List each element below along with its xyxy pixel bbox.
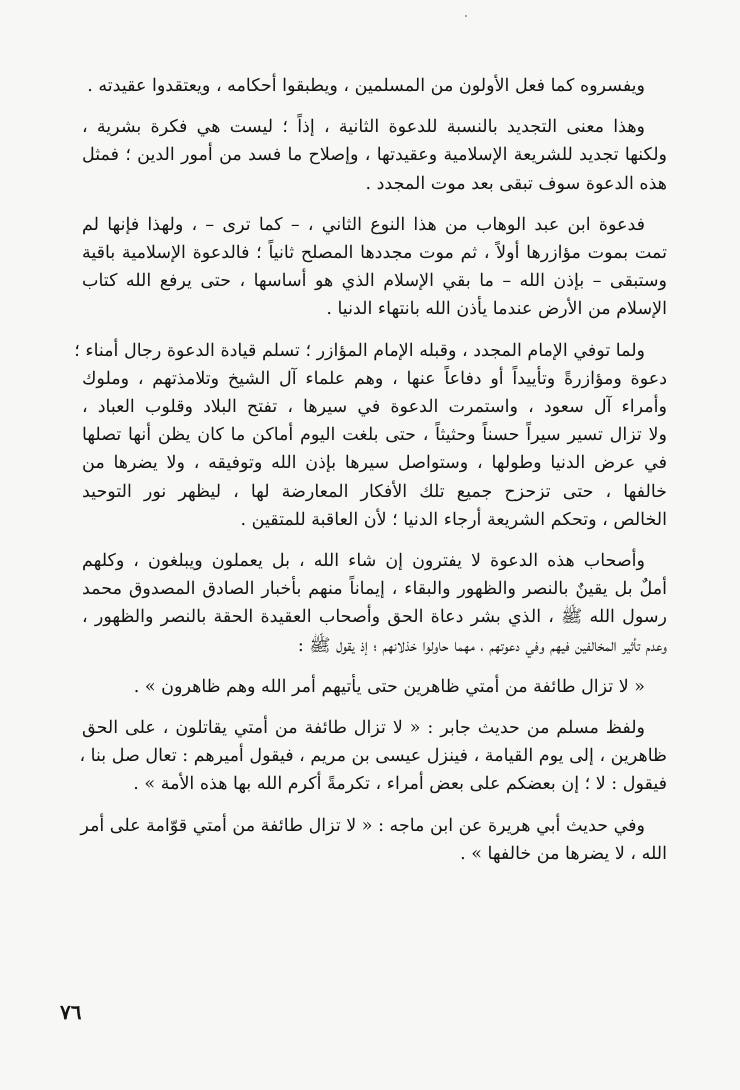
text-line: ولما توفي الإمام المجدد ، وقبله الإمام المؤازر ؛ تسلم قيادة الدعوة رجال أمناء ؛ [74, 340, 645, 361]
text-line: فدعوة ابن عبد الوهاب من هذا النوع الثاني ، – كما ترى – ، ولهذا فإنها لم [82, 214, 645, 235]
text-line: هذه الدعوة سوف تبقى بعد موت المجدد . [365, 173, 667, 194]
text-line: ويفسروه كما فعل الأولون من المسلمين ، ويطبقوا أحكامه ، ويعتقدوا عقيدته . [87, 76, 645, 96]
text-line: رسول الله ﷺ ، الذي بشر دعاة الحق وأصحاب العقيدة الحقة بالنصر والظهور ، [82, 607, 667, 628]
text-line: الإسلام من الأرض عندما يأذن الله بانتهاء الدنيا . [326, 299, 667, 320]
paragraph [82, 72, 667, 100]
text-line: في عرض الدنيا وطولها ، وستواصل سيرها بإذن الله وتوفيقه ، ولا يضرها من [82, 453, 667, 474]
paragraph [82, 113, 667, 198]
paragraph [79, 714, 667, 799]
text-line: ولا تزال تسير سيراً حسناً وحثيثاً ، حتى بلغت اليوم أماكن ما كان يظن أنها تصلها [82, 425, 667, 446]
text-line: وأمراء آل سعود ، واستمرت الدعوة في سيرها ، تفتح البلاد وقلوب العباد ، [82, 397, 667, 418]
text-line: دعوة ومؤازرةً وتأييداً أو دفاعاً عنها ، وهم علماء آل الشيخ وتلامذتهم ، وملوك [82, 368, 667, 389]
text-line: وهذا معنى التجديد بالنسبة للدعوة الثانية ، إذاً ؛ ليست هي فكرة بشرية ، [82, 117, 645, 138]
body-text [74, 72, 667, 881]
text-line: وعدم تأثير المخالفين فيهم وفي دعوتهم ، مهما حاولوا خذلانهم ؛ إذ يقول ﷺ : [297, 635, 667, 656]
text-line: وفي حديث أبي هريرة عن ابن ماجه : « لا تزال طائفة من أمتي قوّامة على أمر [80, 815, 645, 836]
paragraph [82, 673, 667, 701]
text-line: أملٌ بل يقينٌ بالنصر والظهور والبقاء ، إيماناً منهم بأخبار الصادق المصدوق محمد [82, 579, 667, 600]
text-line: تمت بموت مؤازرها أولاً ، ثم موت مجددها المصلح ثانياً ؛ فالدعوة الإسلامية باقية [82, 243, 667, 264]
text-line: وستبقى – بإذن الله – ما بقي الإسلام الذي هو أساسها ، حتى يرفع الله كتاب [82, 271, 667, 292]
text-line: ظاهرين ، إلى يوم القيامة ، فينزل عيسى بن مريم ، فيقول أميرهم : تعال صل بنا ، [79, 746, 667, 767]
text-line: الله ، لا يضرها من خالفها » . [460, 843, 667, 864]
paragraph [82, 547, 667, 660]
text-line: « لا تزال طائفة من أمتي ظاهرين حتى يأتيهم أمر الله وهم ظاهرون » . [133, 676, 645, 697]
paragraph [82, 211, 667, 324]
text-line: خالفها ، حتى تزحزح جميع تلك الأفكار المعارضة لها ، ليظهر نور التوحيد [82, 481, 667, 502]
text-line: الخالص ، وتحكم الشريعة أرجاء الدنيا ؛ لأن العاقبة للمتقين . [240, 509, 667, 530]
page-number: ٧٦ [60, 1000, 82, 1024]
text-line: فيقول : لا ؛ إن بعضكم على بعض أمراء ، تكرمةً أكرم الله بها هذه الأمة » . [133, 774, 667, 795]
text-line: ولكنها تجديد للشريعة الإسلامية وعقيدتها ، وإصلاح ما فسد من أمور الدين ؛ فمثل [82, 145, 667, 166]
text-line: ولفظ مسلم من حديث جابر : « لا تزال طائفة من أمتي يقاتلون ، على الحق [82, 718, 645, 739]
paragraph [82, 812, 667, 868]
text-line: وأصحاب هذه الدعوة لا يفترون إن شاء الله ، بل يعملون ويبلغون ، وكلهم [82, 551, 645, 572]
paragraph [74, 337, 667, 534]
scan-speck [465, 15, 467, 17]
